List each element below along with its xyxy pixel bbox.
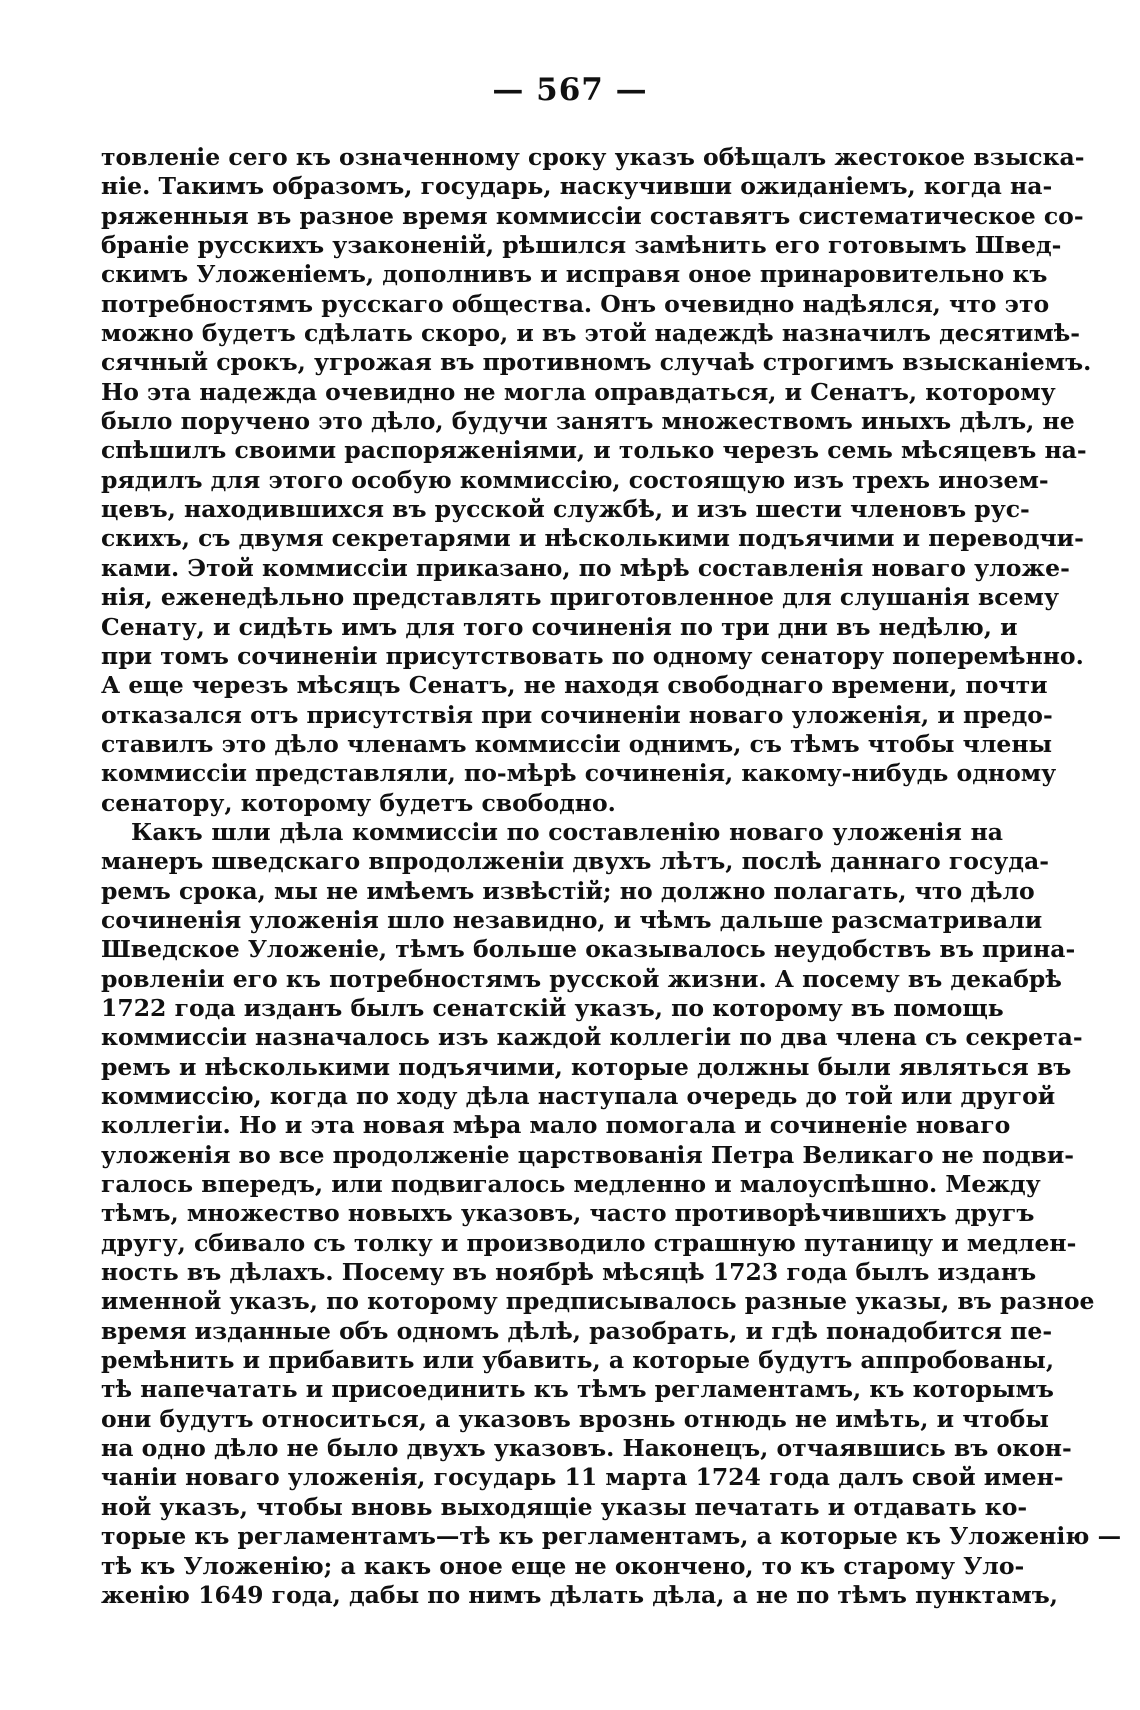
- text-line: тѣмъ, множество новыхъ указовъ, часто противорѣчившихъ другъ: [101, 1199, 1035, 1228]
- text-line: женію 1649 года, дабы по нимъ дѣлать дѣла, а не по тѣмъ пунктамъ,: [101, 1580, 1058, 1609]
- page-number: — 567 —: [492, 72, 648, 108]
- text-line: коммиссіи назначалось изъ каждой коллегіи по два члена съ секрета-: [101, 1023, 1083, 1052]
- text-line: коллегіи. Но и эта новая мѣра мало помогала и сочиненіе новаго: [101, 1111, 1011, 1140]
- text-line: ряженныя въ разное время коммиссіи составятъ систематическое со-: [101, 201, 1084, 230]
- text-line: именной указъ, по которому предписывалось разные указы, въ разное: [101, 1287, 1095, 1316]
- text-line: А еще черезъ мѣсяцъ Сенатъ, не находя свободнаго времени, почти: [101, 671, 1048, 700]
- text-line: манеръ шведскаго впродолженіи двухъ лѣтъ, послѣ даннаго госуда-: [101, 847, 1049, 876]
- text-line: они будутъ относиться, а указовъ врознь отнюдь не имѣть, и чтобы: [101, 1404, 1049, 1433]
- text-line: уложенія во все продолженіе царствованія Петра Великаго не подви-: [101, 1140, 1075, 1169]
- text-line: торые къ регламентамъ—тѣ къ регламентамъ, а которые къ Уложенію —: [101, 1522, 1122, 1551]
- text-line: коммиссію, когда по ходу дѣла наступала очередь до той или другой: [101, 1082, 1056, 1110]
- text-line: нія, еженедѣльно представлять приготовленное для слушанія всему: [101, 583, 1060, 612]
- text-line: на одно дѣло не было двухъ указовъ. Наконецъ, отчаявшись въ окон-: [101, 1434, 1072, 1463]
- text-line: ремъ срока, мы не имѣемъ извѣстій; но должно полагать, что дѣло: [101, 876, 1035, 905]
- text-line: галось впередъ, или подвигалось медленно и малоуспѣшно. Между: [101, 1170, 1041, 1199]
- text-line: ремѣнить и прибавить или убавить, а которые будутъ аппробованы,: [101, 1346, 1055, 1375]
- text-line: было поручено это дѣло, будучи занятъ множествомъ иныхъ дѣлъ, не: [101, 407, 1075, 436]
- text-line: скихъ, съ двумя секретарями и нѣсколькими подъячими и переводчи-: [101, 524, 1084, 553]
- text-line: ной указъ, чтобы вновь выходящіе указы печатать и отдавать ко-: [101, 1492, 1028, 1521]
- text-line: рядилъ для этого особую коммиссію, состоящую изъ трехъ инозем-: [101, 465, 1049, 494]
- text-line: ками. Этой коммиссіи приказано, по мѣрѣ составленія новаго уложе-: [101, 553, 1070, 582]
- paragraph-start-line: Какъ шли дѣла коммиссіи по составленію новаго уложенія на: [131, 817, 1003, 846]
- text-line: можно будетъ сдѣлать скоро, и въ этой надеждѣ назначилъ десятимѣ-: [101, 319, 1081, 348]
- text-line: потребностямъ русскаго общества. Онъ очевидно надѣялся, что это: [101, 289, 1050, 318]
- text-line: ставилъ это дѣло членамъ коммиссіи однимъ, съ тѣмъ чтобы члены: [101, 729, 1053, 758]
- text-line: отказался отъ присутствія при сочиненіи новаго уложенія, и предо-: [101, 700, 1053, 729]
- text-line: коммиссіи представляли, по-мѣрѣ сочиненія, какому-нибудь одному: [101, 759, 1057, 788]
- text-line: скимъ Уложеніемъ, дополнивъ и исправя оное принаровительно къ: [101, 260, 1048, 289]
- paragraph-end-line: сенатору, которому будетъ свободно.: [101, 788, 616, 817]
- text-line: 1722 года изданъ былъ сенатскій указъ, по которому въ помощь: [101, 993, 1004, 1022]
- text-line: ность въ дѣлахъ. Посему въ ноябрѣ мѣсяцѣ 1723 года былъ изданъ: [101, 1258, 1037, 1287]
- text-line: ровленіи его къ потребностямъ русской жизни. А посему въ декабрѣ: [101, 964, 1062, 993]
- text-line: тѣ напечатать и присоединить къ тѣмъ регламентамъ, къ которымъ: [101, 1375, 1054, 1404]
- text-line: ремъ и нѣсколькими подъячими, которые должны были являться въ: [101, 1052, 1072, 1081]
- text-line: товленіе сего къ означенному сроку указъ обѣщалъ жестокое взыска-: [101, 143, 1085, 171]
- text-line: Шведское Уложеніе, тѣмъ больше оказывалось неудобствъ въ прина-: [101, 935, 1076, 964]
- text-line: тѣ къ Уложенію; а какъ оное еще не окончено, то къ старому Уло-: [101, 1551, 1025, 1580]
- text-line: ніе. Такимъ образомъ, государь, наскучивши ожиданіемъ, когда на-: [101, 172, 1053, 201]
- text-line: при томъ сочиненіи присутствовать по одному сенатору поперемѣнно.: [101, 641, 1084, 670]
- text-line: браніе русскихъ узаконеній, рѣшился замѣнить его готовымъ Швед-: [101, 231, 1062, 260]
- text-line: спѣшилъ своими распоряженіями, и только черезъ семь мѣсяцевъ на-: [101, 436, 1087, 465]
- page-text: [101, 143, 1122, 1610]
- text-line: чаніи новаго уложенія, государь 11 марта 1724 года далъ свой имен-: [101, 1463, 1064, 1492]
- text-line: сячный срокъ, угрожая въ противномъ случаѣ строгимъ взысканіемъ.: [101, 348, 1092, 377]
- text-line: цевъ, находившихся въ русской службѣ, и изъ шести членовъ рус-: [101, 495, 1030, 524]
- text-line: Сенату, и сидѣть имъ для того сочиненія по три дни въ недѣлю, и: [101, 612, 1018, 641]
- text-line: время изданные объ одномъ дѣлѣ, разобрать, и гдѣ понадобится пе-: [101, 1316, 1053, 1345]
- text-line: другу, сбивало съ толку и производило страшную путаницу и медлен-: [101, 1228, 1077, 1257]
- text-line: Но эта надежда очевидно не могла оправдаться, и Сенатъ, которому: [101, 377, 1056, 406]
- text-line: сочиненія уложенія шло незавидно, и чѣмъ дальше разсматривали: [101, 905, 1043, 934]
